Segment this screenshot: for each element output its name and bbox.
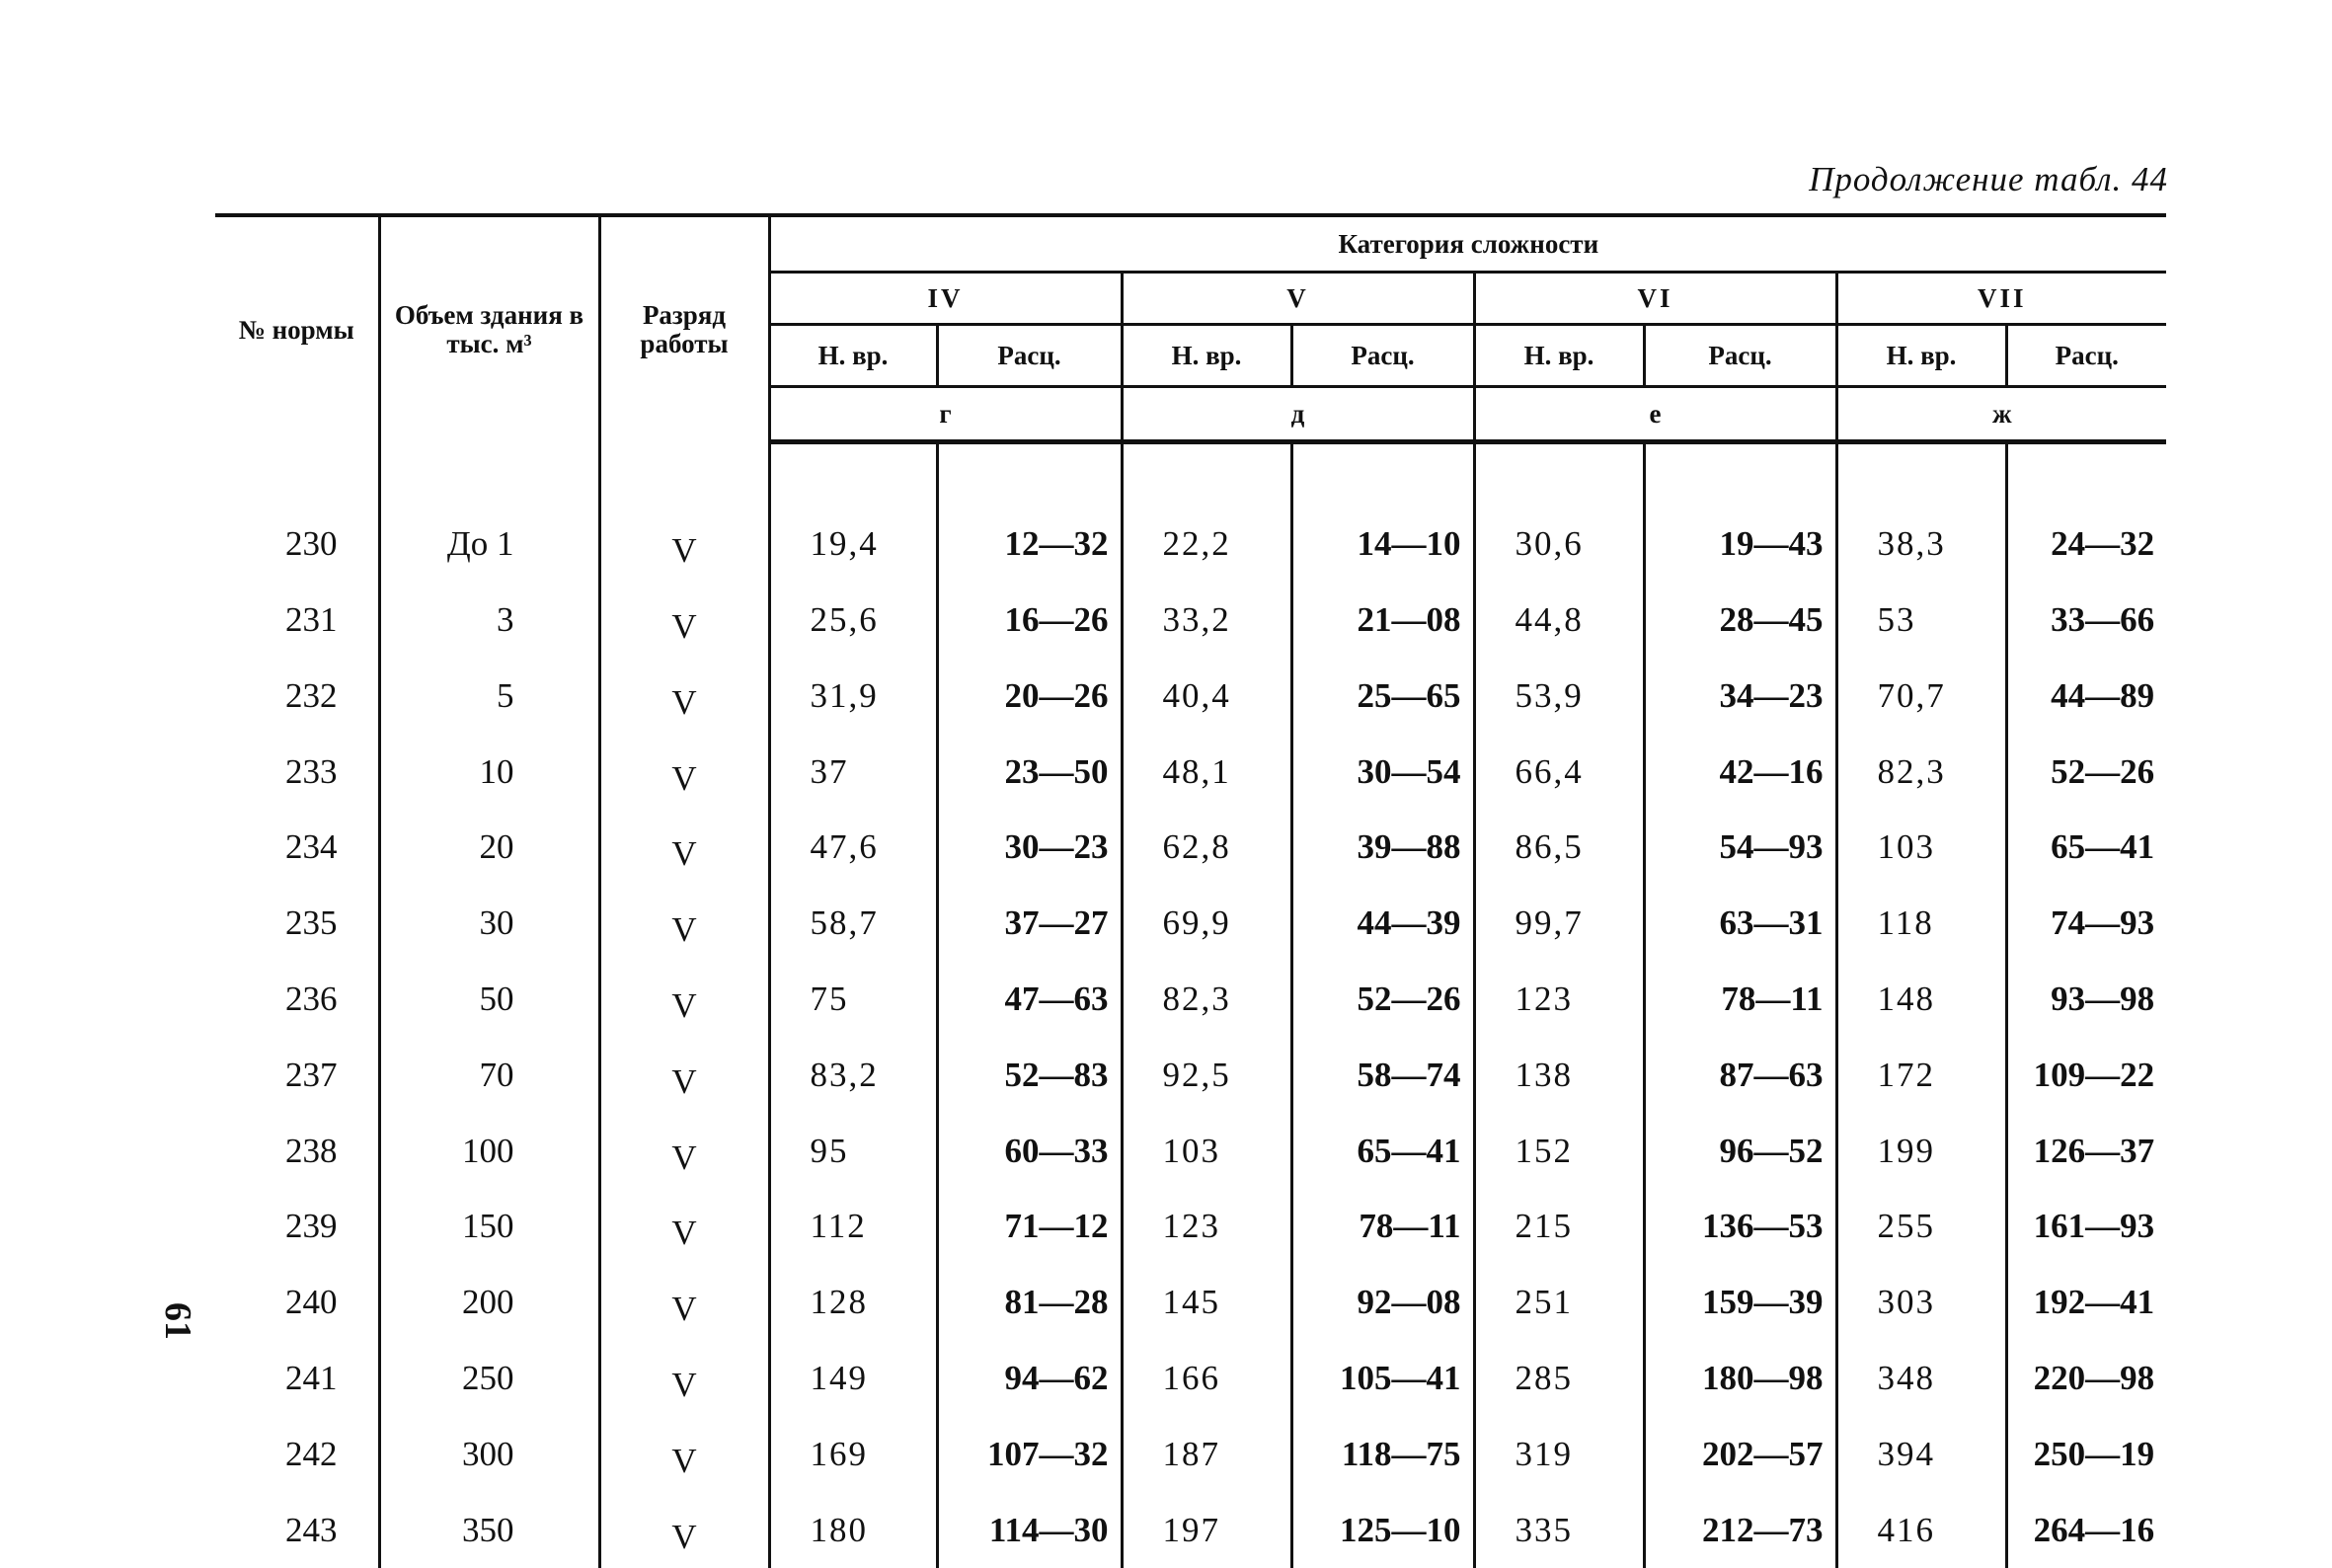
building-volume: 100 [379, 1113, 599, 1189]
building-volume: До 1 [379, 507, 599, 583]
time-norm-vi: 138 [1474, 1037, 1644, 1113]
time-norm-iv: 95 [769, 1113, 937, 1189]
time-norm-vi: 319 [1474, 1416, 1644, 1492]
time-norm-vii: 53 [1836, 583, 2006, 659]
rate-v: 92—08 [1291, 1265, 1474, 1341]
work-rank: V [599, 1341, 769, 1417]
rate-vi: 202—57 [1644, 1416, 1836, 1492]
building-volume: 30 [379, 886, 599, 962]
norm-number: 237 [285, 1055, 338, 1094]
norms-table [215, 213, 2166, 1568]
building-volume: 20 [379, 810, 599, 886]
header-group-vi: VI [1474, 273, 1836, 325]
rate-vii: 52—26 [2006, 734, 2166, 810]
header-rate-iv: Расц. [937, 325, 1122, 387]
building-volume: 150 [379, 1189, 599, 1265]
norm-number: 231 [285, 599, 338, 639]
rate-v: 78—11 [1291, 1189, 1474, 1265]
rate-iv: 12—32 [937, 507, 1122, 583]
table-row [215, 507, 2166, 583]
time-norm-iv: 75 [769, 962, 937, 1038]
time-norm-vi: 44,8 [1474, 583, 1644, 659]
rate-v: 52—26 [1291, 962, 1474, 1038]
building-volume: 300 [379, 1416, 599, 1492]
time-norm-vii: 199 [1836, 1113, 2006, 1189]
time-norm-vii: 70,7 [1836, 658, 2006, 734]
rate-vii: 192—41 [2006, 1265, 2166, 1341]
time-norm-v: 197 [1122, 1492, 1291, 1568]
header-letter-d: д [1122, 387, 1474, 442]
header-volume: Объем здания в тыс. м³ [379, 215, 599, 442]
time-norm-v: 123 [1122, 1189, 1291, 1265]
time-norm-v: 22,2 [1122, 507, 1291, 583]
time-norm-vi: 66,4 [1474, 734, 1644, 810]
norm-number: 243 [285, 1510, 338, 1549]
rate-vii: 44—89 [2006, 658, 2166, 734]
rate-vi: 87—63 [1644, 1037, 1836, 1113]
time-norm-vi: 251 [1474, 1265, 1644, 1341]
rate-vii: 220—98 [2006, 1341, 2166, 1417]
table-row [215, 1113, 2166, 1189]
norm-number: 230 [285, 524, 338, 564]
work-rank: V [599, 1265, 769, 1341]
time-norm-vi: 30,6 [1474, 507, 1644, 583]
time-norm-vi: 152 [1474, 1113, 1644, 1189]
rate-v: 25—65 [1291, 658, 1474, 734]
time-norm-v: 92,5 [1122, 1037, 1291, 1113]
table-row [215, 658, 2166, 734]
building-volume: 3 [379, 583, 599, 659]
time-norm-v: 40,4 [1122, 658, 1291, 734]
time-norm-v: 69,9 [1122, 886, 1291, 962]
work-rank: V [599, 1416, 769, 1492]
rate-v: 39—88 [1291, 810, 1474, 886]
header-group-v: V [1122, 273, 1474, 325]
time-norm-v: 33,2 [1122, 583, 1291, 659]
time-norm-vii: 148 [1836, 962, 2006, 1038]
header-group-vii: VII [1836, 273, 2166, 325]
work-rank: V [599, 886, 769, 962]
rate-vi: 212—73 [1644, 1492, 1836, 1568]
rate-vii: 161—93 [2006, 1189, 2166, 1265]
time-norm-vi: 335 [1474, 1492, 1644, 1568]
time-norm-vii: 103 [1836, 810, 2006, 886]
time-norm-iv: 112 [769, 1189, 937, 1265]
rate-vii: 264—16 [2006, 1492, 2166, 1568]
rate-iv: 37—27 [937, 886, 1122, 962]
time-norm-v: 103 [1122, 1113, 1291, 1189]
table-row [215, 1189, 2166, 1265]
rate-vi: 54—93 [1644, 810, 1836, 886]
building-volume: 5 [379, 658, 599, 734]
header-rate-v: Расц. [1291, 325, 1474, 387]
work-rank: V [599, 507, 769, 583]
rate-vii: 109—22 [2006, 1037, 2166, 1113]
time-norm-vii: 348 [1836, 1341, 2006, 1417]
norm-number: 236 [285, 979, 338, 1018]
rate-v: 30—54 [1291, 734, 1474, 810]
building-volume: 70 [379, 1037, 599, 1113]
rate-iv: 107—32 [937, 1416, 1122, 1492]
rate-v: 21—08 [1291, 583, 1474, 659]
time-norm-iv: 83,2 [769, 1037, 937, 1113]
time-norm-vii: 255 [1836, 1189, 2006, 1265]
work-rank: V [599, 658, 769, 734]
header-letter-e: е [1474, 387, 1836, 442]
rate-vi: 19—43 [1644, 507, 1836, 583]
time-norm-iv: 37 [769, 734, 937, 810]
time-norm-iv: 128 [769, 1265, 937, 1341]
header-time-vii: Н. вр. [1836, 325, 2006, 387]
work-rank: V [599, 1113, 769, 1189]
time-norm-iv: 31,9 [769, 658, 937, 734]
time-norm-vii: 118 [1836, 886, 2006, 962]
rate-vi: 159—39 [1644, 1265, 1836, 1341]
table-row [215, 1265, 2166, 1341]
time-norm-v: 166 [1122, 1341, 1291, 1417]
header-time-iv: Н. вр. [769, 325, 937, 387]
header-time-vi: Н. вр. [1474, 325, 1644, 387]
table-row [215, 810, 2166, 886]
norm-number: 235 [285, 903, 338, 943]
norm-number: 240 [285, 1283, 338, 1322]
building-volume: 250 [379, 1341, 599, 1417]
rate-vii: 33—66 [2006, 583, 2166, 659]
time-norm-vi: 123 [1474, 962, 1644, 1038]
time-norm-vi: 285 [1474, 1341, 1644, 1417]
rate-vii: 74—93 [2006, 886, 2166, 962]
time-norm-vii: 172 [1836, 1037, 2006, 1113]
time-norm-iv: 180 [769, 1492, 937, 1568]
work-rank: V [599, 734, 769, 810]
table-row [215, 1492, 2166, 1568]
rate-v: 105—41 [1291, 1341, 1474, 1417]
time-norm-vi: 215 [1474, 1189, 1644, 1265]
rate-vii: 250—19 [2006, 1416, 2166, 1492]
rate-vii: 93—98 [2006, 962, 2166, 1038]
time-norm-v: 145 [1122, 1265, 1291, 1341]
rate-v: 65—41 [1291, 1113, 1474, 1189]
norm-number: 239 [285, 1207, 338, 1246]
rate-iv: 52—83 [937, 1037, 1122, 1113]
building-volume: 350 [379, 1492, 599, 1568]
time-norm-iv: 25,6 [769, 583, 937, 659]
page-number: 61 [157, 1302, 198, 1340]
header-rank: Разряд работы [599, 215, 769, 442]
rate-v: 44—39 [1291, 886, 1474, 962]
norm-number: 232 [285, 675, 338, 715]
work-rank: V [599, 810, 769, 886]
norm-number: 234 [285, 827, 338, 867]
rate-vii: 65—41 [2006, 810, 2166, 886]
header-rate-vii: Расц. [2006, 325, 2166, 387]
time-norm-vii: 82,3 [1836, 734, 2006, 810]
table-caption: Продолжение табл. 44 [1809, 160, 2168, 198]
rate-iv: 81—28 [937, 1265, 1122, 1341]
time-norm-vi: 53,9 [1474, 658, 1644, 734]
time-norm-v: 82,3 [1122, 962, 1291, 1038]
rate-vi: 63—31 [1644, 886, 1836, 962]
table-row [215, 734, 2166, 810]
rate-iv: 94—62 [937, 1341, 1122, 1417]
time-norm-iv: 19,4 [769, 507, 937, 583]
work-rank: V [599, 962, 769, 1038]
header-rate-vi: Расц. [1644, 325, 1836, 387]
header-group-iv: IV [769, 273, 1122, 325]
header-time-v: Н. вр. [1122, 325, 1291, 387]
norm-number: 238 [285, 1131, 338, 1170]
building-volume: 200 [379, 1265, 599, 1341]
time-norm-iv: 149 [769, 1341, 937, 1417]
rate-vi: 136—53 [1644, 1189, 1836, 1265]
time-norm-vii: 416 [1836, 1492, 2006, 1568]
rate-vi: 78—11 [1644, 962, 1836, 1038]
rate-vi: 180—98 [1644, 1341, 1836, 1417]
time-norm-iv: 47,6 [769, 810, 937, 886]
time-norm-vii: 394 [1836, 1416, 2006, 1492]
rate-iv: 16—26 [937, 583, 1122, 659]
rate-vi: 42—16 [1644, 734, 1836, 810]
norm-number: 241 [285, 1358, 338, 1397]
rate-v: 118—75 [1291, 1416, 1474, 1492]
rate-iv: 114—30 [937, 1492, 1122, 1568]
rate-vii: 126—37 [2006, 1113, 2166, 1189]
time-norm-vii: 303 [1836, 1265, 2006, 1341]
spacer-row [215, 442, 2166, 507]
norm-number: 233 [285, 751, 338, 791]
time-norm-iv: 58,7 [769, 886, 937, 962]
rate-vi: 96—52 [1644, 1113, 1836, 1189]
rate-iv: 30—23 [937, 810, 1122, 886]
table-row [215, 1037, 2166, 1113]
work-rank: V [599, 1189, 769, 1265]
header-letter-zh: ж [1836, 387, 2166, 442]
work-rank: V [599, 583, 769, 659]
table-row [215, 583, 2166, 659]
time-norm-vi: 86,5 [1474, 810, 1644, 886]
rate-iv: 23—50 [937, 734, 1122, 810]
table-row [215, 1416, 2166, 1492]
work-rank: V [599, 1492, 769, 1568]
header-num: № нормы [238, 314, 354, 345]
time-norm-v: 48,1 [1122, 734, 1291, 810]
rate-iv: 20—26 [937, 658, 1122, 734]
rate-iv: 60—33 [937, 1113, 1122, 1189]
rate-vii: 24—32 [2006, 507, 2166, 583]
time-norm-v: 187 [1122, 1416, 1291, 1492]
building-volume: 10 [379, 734, 599, 810]
time-norm-vi: 99,7 [1474, 886, 1644, 962]
norm-number: 242 [285, 1434, 338, 1473]
rate-v: 58—74 [1291, 1037, 1474, 1113]
rate-vi: 28—45 [1644, 583, 1836, 659]
rate-iv: 47—63 [937, 962, 1122, 1038]
table-row [215, 886, 2166, 962]
rate-vi: 34—23 [1644, 658, 1836, 734]
rate-iv: 71—12 [937, 1189, 1122, 1265]
work-rank: V [599, 1037, 769, 1113]
building-volume: 50 [379, 962, 599, 1038]
table-row [215, 962, 2166, 1038]
rate-v: 14—10 [1291, 507, 1474, 583]
time-norm-v: 62,8 [1122, 810, 1291, 886]
time-norm-iv: 169 [769, 1416, 937, 1492]
table-row [215, 1341, 2166, 1417]
table-body [215, 442, 2166, 1568]
header-letter-g: г [769, 387, 1122, 442]
rate-v: 125—10 [1291, 1492, 1474, 1568]
header-category: Категория сложности [769, 215, 2166, 273]
time-norm-vii: 38,3 [1836, 507, 2006, 583]
